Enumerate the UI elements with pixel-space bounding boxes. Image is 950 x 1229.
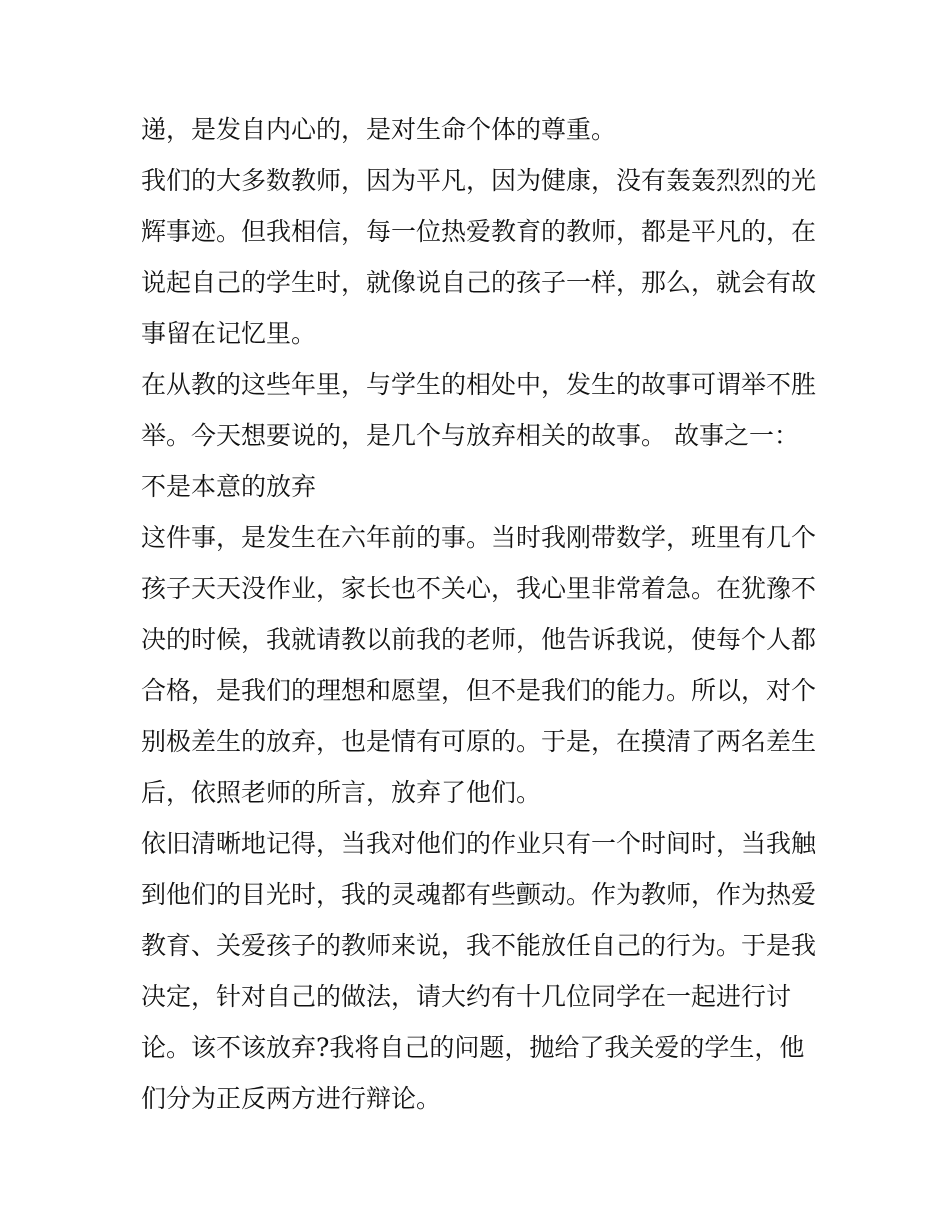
text-line: 后，依照老师的所言，放弃了他们。 bbox=[141, 778, 542, 807]
text-line: 递，是发自内心的，是对生命个体的尊重。 bbox=[141, 115, 617, 144]
text-line: 依旧清晰地记得，当我对他们的作业只有一个时间时，当我触 bbox=[141, 829, 817, 858]
text-line: 孩子天天没作业，家长也不关心，我心里非常着急。在犹豫不 bbox=[141, 574, 817, 603]
text-line: 们分为正反两方进行辩论。 bbox=[141, 1084, 442, 1113]
text-line: 别极差生的放弃，也是情有可原的。于是，在摸清了两名差生 bbox=[141, 727, 817, 756]
text-line: 到他们的目光时，我的灵魂都有些颤动。作为教师，作为热爱 bbox=[141, 880, 817, 909]
body-text bbox=[141, 104, 821, 1124]
text-line: 决的时候，我就请教以前我的老师，他告诉我说，使每个人都 bbox=[141, 625, 817, 654]
text-line: 举。今天想要说的，是几个与放弃相关的故事。 故事之一： bbox=[141, 421, 799, 450]
text-line: 在从教的这些年里，与学生的相处中，发生的故事可谓举不胜 bbox=[141, 370, 817, 399]
text-line: 这件事，是发生在六年前的事。当时我刚带数学，班里有几个 bbox=[141, 523, 817, 552]
text-line: 说起自己的学生时，就像说自己的孩子一样，那么，就会有故 bbox=[141, 268, 817, 297]
text-line: 事留在记忆里。 bbox=[141, 319, 317, 348]
text-line: 辉事迹。但我相信，每一位热爱教育的教师，都是平凡的，在 bbox=[141, 217, 817, 246]
text-line: 决定，针对自己的做法，请大约有十几位同学在一起进行讨 bbox=[141, 982, 792, 1011]
text-line: 合格，是我们的理想和愿望，但不是我们的能力。所以，对个 bbox=[141, 676, 817, 705]
text-line: 论。该不该放弃?我将自己的问题，抛给了我关爱的学生，他 bbox=[141, 1033, 805, 1062]
text-line: 我们的大多数教师，因为平凡，因为健康，没有轰轰烈烈的光 bbox=[141, 166, 817, 195]
text-line: 教育、关爱孩子的教师来说，我不能放任自己的行为。于是我 bbox=[141, 931, 817, 960]
section-heading: 不是本意的放弃 bbox=[141, 472, 317, 501]
